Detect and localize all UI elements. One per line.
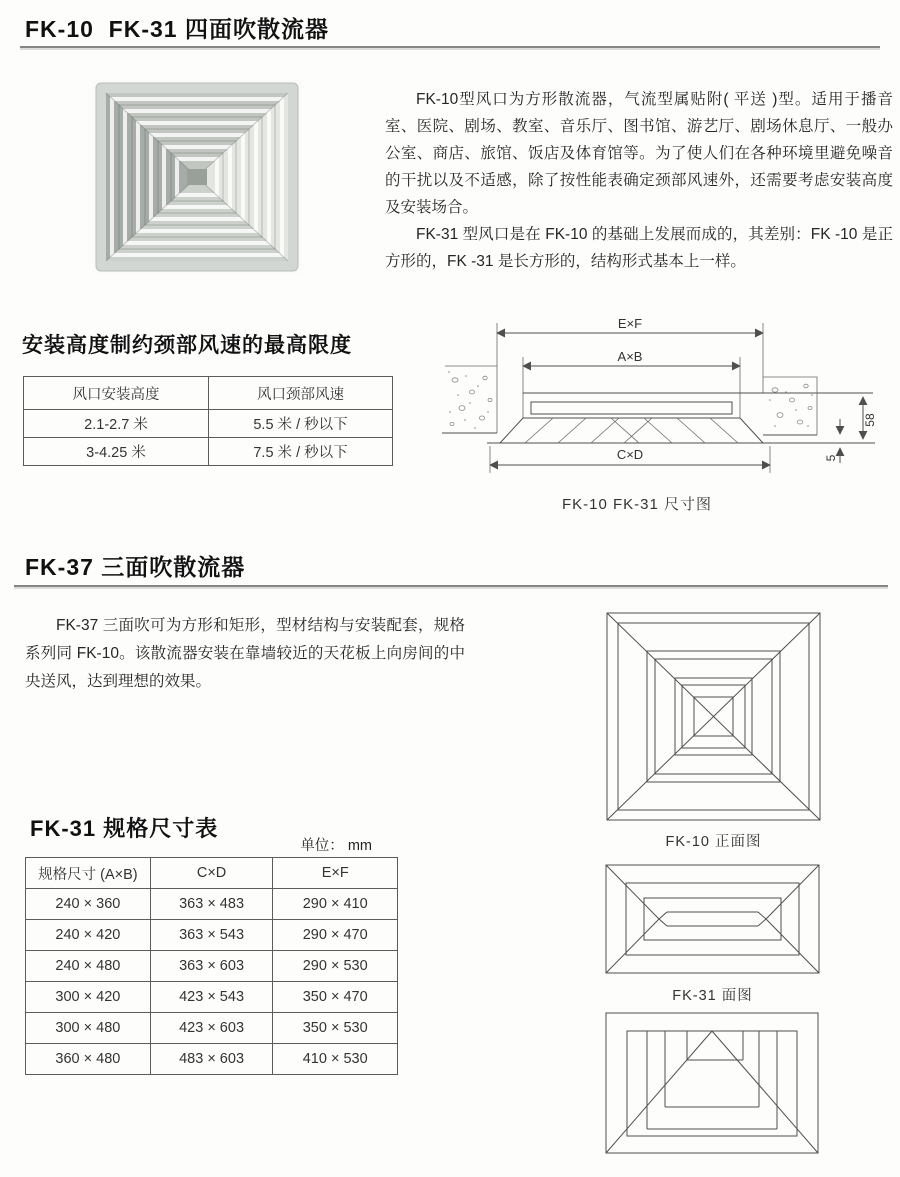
dim-label-exf: E×F xyxy=(617,316,643,331)
table-row xyxy=(26,982,398,1013)
limit-table xyxy=(23,376,393,466)
spec-cell: 350 × 530 xyxy=(273,1013,398,1044)
unit-label: 单位： mm xyxy=(300,838,372,854)
spec-cell: 240 × 420 xyxy=(26,920,151,951)
section1-paragraph-2: FK-31 型风口是在 FK-10 的基础上发展而成的，其差别：FK -10 是正方形的，FK -31 是长方形的，结构形式基本上一样。 xyxy=(385,226,893,270)
spec-cell: 360 × 480 xyxy=(26,1044,151,1075)
section1-title: FK-10 FK-31 四面吹散流器 xyxy=(25,16,329,42)
section3-title: FK-37 三面吹散流器 xyxy=(25,554,246,580)
spec-cell: 240 × 480 xyxy=(26,951,151,982)
dim-label-axb: A×B xyxy=(617,349,643,364)
fk37-face-drawing xyxy=(605,1012,819,1155)
spec-cell: 300 × 420 xyxy=(26,982,151,1013)
fk10-drawing-caption: FK-10 正面图 xyxy=(665,834,762,850)
spec-cell: 290 × 470 xyxy=(273,920,398,951)
section3-paragraphs xyxy=(25,612,465,696)
section1-divider xyxy=(20,46,880,48)
spec-cell: 363 × 483 xyxy=(150,889,273,920)
section3-divider xyxy=(14,585,888,587)
limit-cell: 5.5 米 / 秒以下 xyxy=(209,410,393,438)
spec-cell: 300 × 480 xyxy=(26,1013,151,1044)
spec-table xyxy=(25,857,398,1075)
spec-col-header: E×F xyxy=(273,858,398,889)
limit-table-title: 安装高度制约颈部风速的最高限度 xyxy=(22,334,352,357)
spec-cell: 423 × 603 xyxy=(150,1013,273,1044)
concrete-hatch-left xyxy=(450,376,492,425)
limit-cell: 3-4.25 米 xyxy=(24,438,209,466)
fk31-drawing-caption: FK-31 面图 xyxy=(672,988,753,1004)
fk31-face-drawing xyxy=(605,864,820,974)
table-row xyxy=(26,1013,398,1044)
spec-cell: 290 × 530 xyxy=(273,951,398,982)
dim-label-58: 58 xyxy=(863,413,877,427)
spec-cell: 290 × 410 xyxy=(273,889,398,920)
section1-paragraph-1: FK-10型风口为方形散流器，气流型属贴附( 平送 )型。适用于播音室、医院、剧场、教室、音乐厅、图书馆、游艺厅、剧场休息厅、一般办公室、商店、旅馆、饭店及体育馆等。为了使人们在各种环境里避免噪音的干扰以及不适感，除了按性能表确定颈部风速外，还需要考虑安装高度及安装场合。 xyxy=(385,91,893,216)
fk10-front-drawing xyxy=(606,612,821,822)
concrete-hatch-right xyxy=(772,384,812,424)
spec-cell: 410 × 530 xyxy=(273,1044,398,1075)
dim-label-5: 5 xyxy=(824,454,838,462)
table-row xyxy=(26,951,398,982)
spec-cell: 423 × 543 xyxy=(150,982,273,1013)
spec-cell: 483 × 603 xyxy=(150,1044,273,1075)
limit-cell: 7.5 米 / 秒以下 xyxy=(209,438,393,466)
table-row xyxy=(26,889,398,920)
limit-col-header: 风口颈部风速 xyxy=(209,377,393,410)
spec-cell: 363 × 603 xyxy=(150,951,273,982)
dim-label-cxd: C×D xyxy=(616,447,644,462)
limit-col-header: 风口安装高度 xyxy=(24,377,209,410)
limit-cell: 2.1-2.7 米 xyxy=(24,410,209,438)
spec-cell: 350 × 470 xyxy=(273,982,398,1013)
table-row xyxy=(26,920,398,951)
spec-col-header: C×D xyxy=(150,858,273,889)
concrete-dots-right xyxy=(769,391,813,427)
table-row xyxy=(24,410,393,438)
table-row xyxy=(24,438,393,466)
dimension-diagram xyxy=(440,300,900,520)
section3-paragraph: FK-37 三面吹可为方形和矩形，型材结构与安装配套，规格系列同 FK-10。该散流器安装在靠墙较近的天花板上向房间的中央送风，达到理想的效果。 xyxy=(25,617,465,690)
diffuser-photo xyxy=(92,80,302,274)
spec-table-title: FK-31 规格尺寸表 xyxy=(30,816,219,841)
table-row xyxy=(26,1044,398,1075)
spec-col-header: 规格尺寸 (A×B) xyxy=(26,858,151,889)
diagram-caption: FK-10 FK-31 尺寸图 xyxy=(561,496,713,513)
spec-cell: 363 × 543 xyxy=(150,920,273,951)
spec-cell: 240 × 360 xyxy=(26,889,151,920)
section1-paragraphs xyxy=(385,86,893,275)
